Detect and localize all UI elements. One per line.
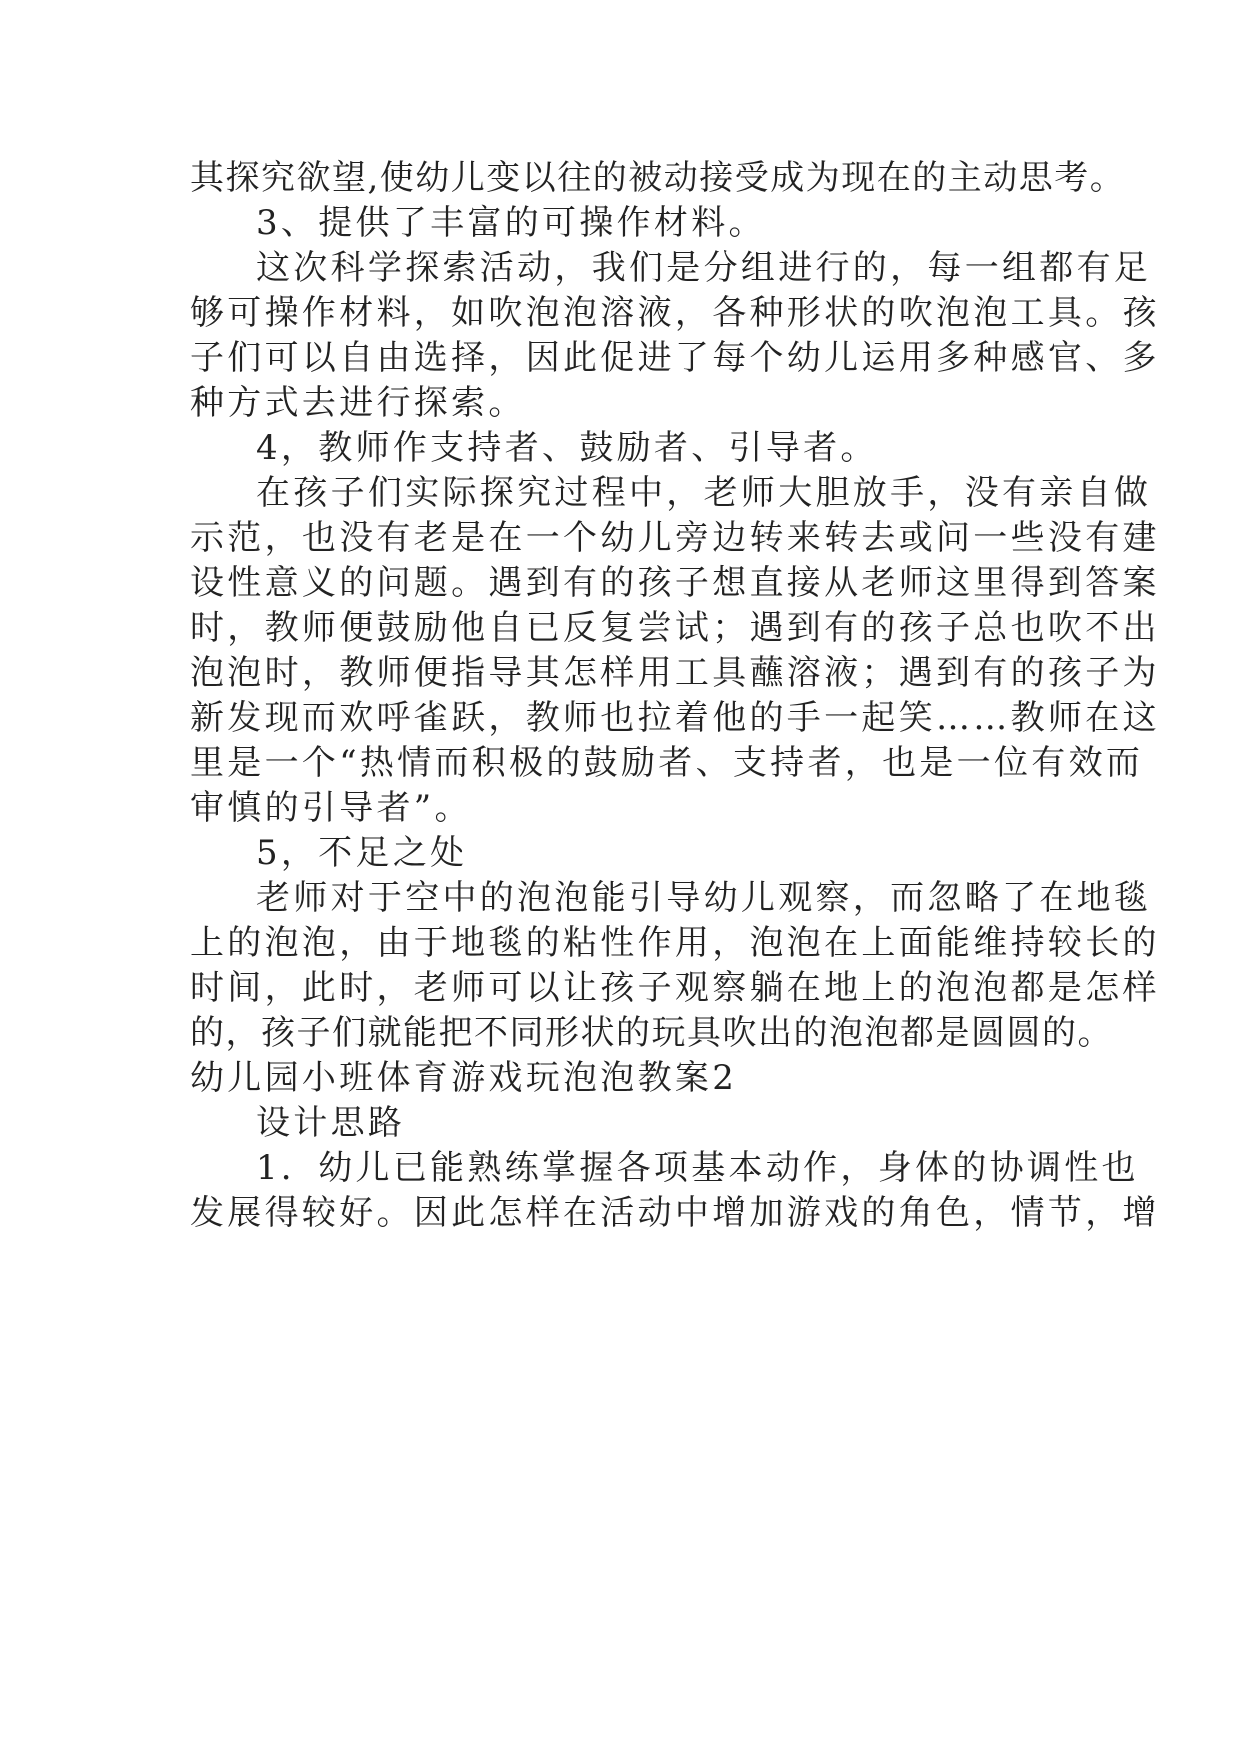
text-line: 上的泡泡，由于地毯的粘性作用，泡泡在上面能维持较长的 [190, 923, 1160, 963]
text-line: 1．幼儿已能熟练掌握各项基本动作，身体的协调性也 [256, 1148, 1139, 1188]
text-line: 设性意义的问题。遇到有的孩子想直接从老师这里得到答案 [190, 563, 1160, 603]
text-line: 里是一个“热情而积极的鼓励者、支持者，也是一位有效而 [190, 743, 1144, 783]
text-line: 发展得较好。因此怎样在活动中增加游戏的角色，情节，增 [190, 1193, 1160, 1233]
text-line: 泡泡时，教师便指导其怎样用工具蘸溶液；遇到有的孩子为 [190, 653, 1160, 693]
text-line: 新发现而欢呼雀跃，教师也拉着他的手一起笑……教师在这 [190, 698, 1160, 738]
text-line: 示范，也没有老是在一个幼儿旁边转来转去或问一些没有建 [190, 518, 1160, 558]
numbered-heading: 3、提供了丰富的可操作材料。 [256, 203, 766, 243]
text-line: 的，孩子们就能把不同形状的玩具吹出的泡泡都是圆圆的。 [190, 1013, 1113, 1053]
numbered-heading: 4，教师作支持者、鼓励者、引导者。 [256, 428, 878, 468]
text-line: 子们可以自由选择，因此促进了每个幼儿运用多种感官、多 [190, 338, 1160, 378]
text-line: 在孩子们实际探究过程中，老师大胆放手，没有亲自做 [256, 473, 1152, 513]
text-line: 够可操作材料，如吹泡泡溶液，各种形状的吹泡泡工具。孩 [190, 293, 1160, 333]
text-line: 种方式去进行探索。 [190, 383, 526, 423]
text-line: 其探究欲望,使幼儿变以往的被动接受成为现在的主动思考。 [190, 158, 1126, 198]
section-title: 幼儿园小班体育游戏玩泡泡教案2 [190, 1058, 738, 1098]
subsection-heading: 设计思路 [256, 1103, 406, 1143]
text-line: 审慎的引导者”。 [190, 788, 472, 828]
text-line: 时，教师便鼓励他自已反复尝试；遇到有的孩子总也吹不出 [190, 608, 1160, 648]
text-line: 时间，此时，老师可以让孩子观察躺在地上的泡泡都是怎样 [190, 968, 1160, 1008]
numbered-heading: 5，不足之处 [256, 833, 468, 873]
text-line: 老师对于空中的泡泡能引导幼儿观察，而忽略了在地毯 [256, 878, 1152, 918]
text-line: 这次科学探索活动，我们是分组进行的，每一组都有足 [256, 248, 1152, 288]
